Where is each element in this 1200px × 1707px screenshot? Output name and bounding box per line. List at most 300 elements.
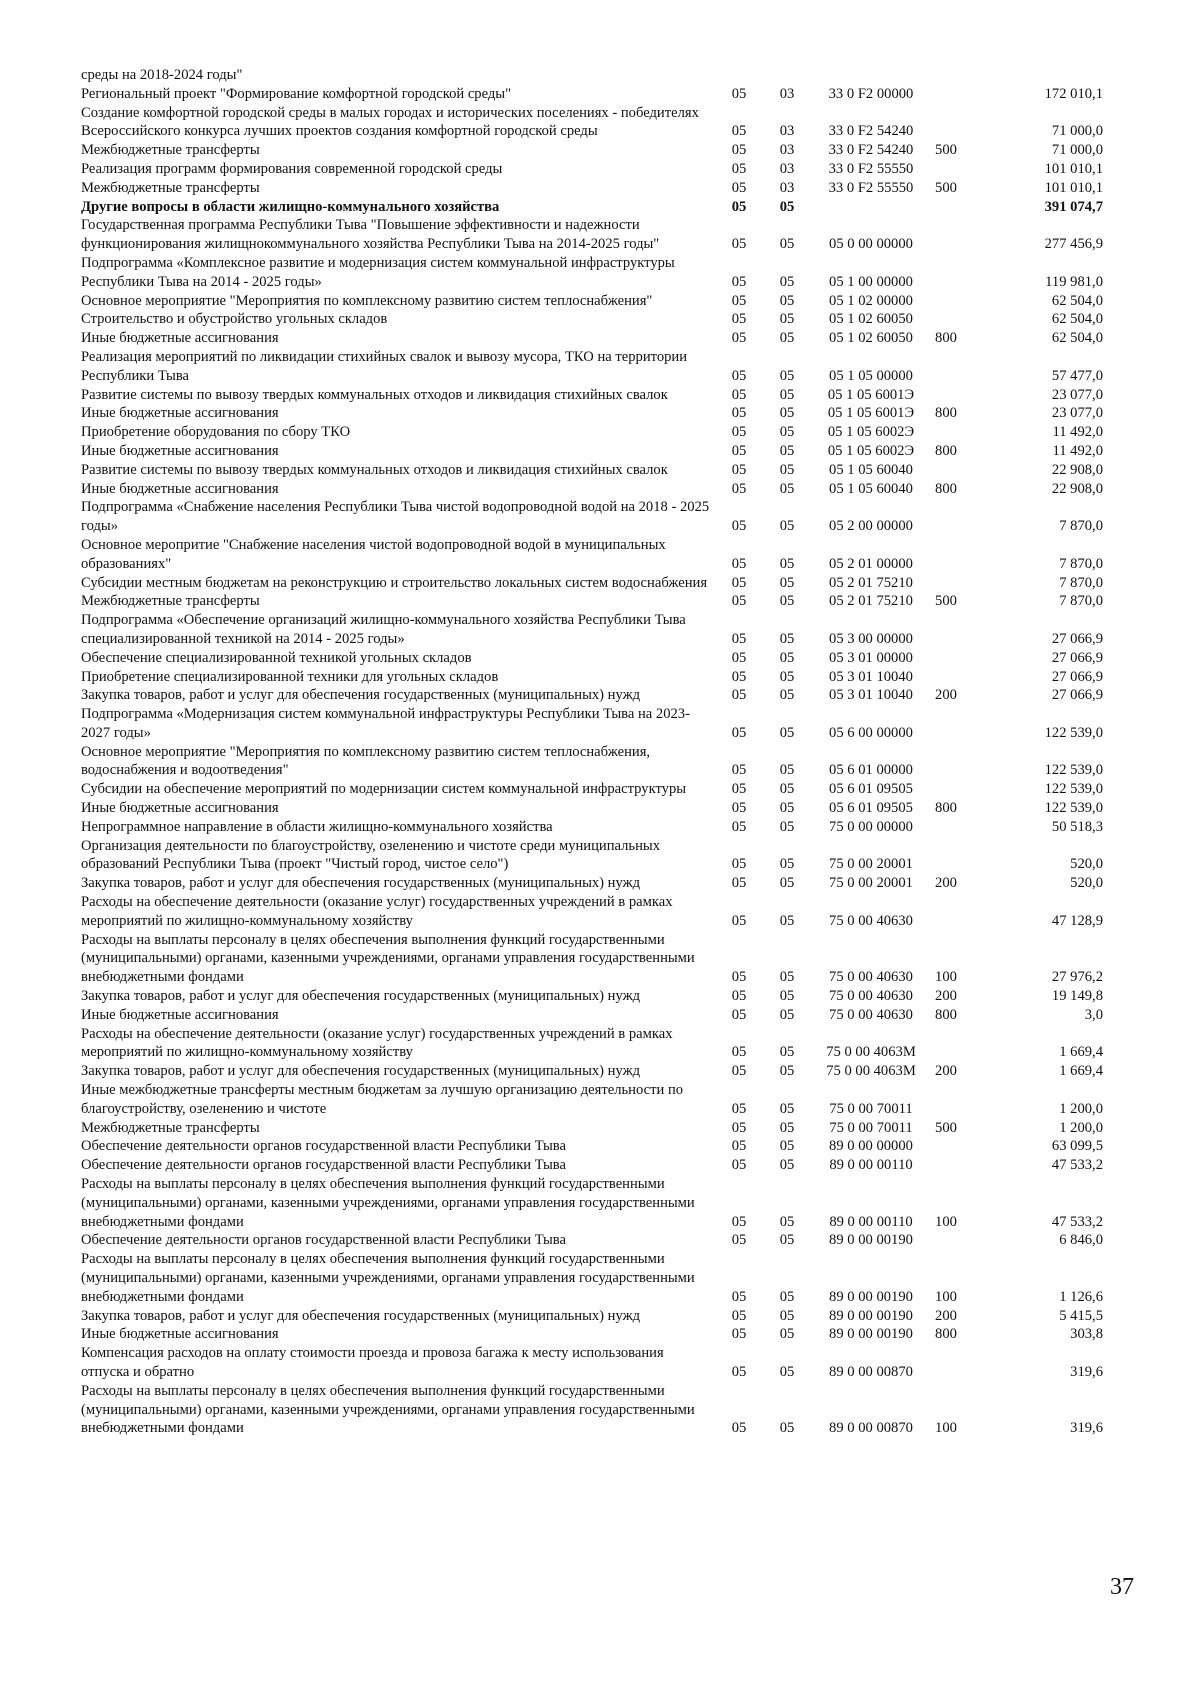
row-target-article: 33 0 F2 55550	[828, 179, 914, 196]
row-name: Основное мероприятие "Мероприятия по комплексному развитию систем теплоснабжения"	[81, 292, 653, 309]
row-target-article: 75 0 00 70011	[829, 1100, 913, 1117]
row-name: Создание комфортной городской среды в малых городах и исторических поселениях - победителях Всероссийского конкурса лучших проектов создания комфортной городской среды	[81, 104, 699, 140]
table-row	[81, 1250, 1131, 1306]
table-row	[81, 292, 1131, 311]
row-amount: 71 000,0	[1051, 142, 1103, 159]
row-expense-type: 800	[935, 442, 957, 459]
row-section: 05	[731, 367, 747, 384]
row-name: Обеспечение деятельности органов государственной власти Республики Тыва	[81, 1232, 566, 1249]
row-subsection: 05	[779, 480, 795, 497]
row-target-article: 75 0 00 40630	[829, 969, 913, 986]
row-amount: 57 477,0	[1051, 367, 1103, 384]
row-amount: 23 077,0	[1051, 386, 1103, 403]
row-section: 05	[731, 687, 747, 704]
row-target-article: 05 1 02 60050	[829, 330, 913, 347]
row-section: 05	[731, 1006, 747, 1023]
row-amount: 5 415,5	[1059, 1307, 1103, 1324]
row-subsection: 05	[779, 800, 795, 817]
row-amount: 11 492,0	[1052, 424, 1103, 441]
row-amount: 520,0	[1070, 856, 1103, 873]
row-expense-type: 100	[935, 1288, 957, 1305]
row-section: 05	[731, 1326, 747, 1343]
row-section: 05	[731, 1063, 747, 1080]
row-subsection: 05	[779, 668, 795, 685]
row-section: 05	[731, 142, 747, 159]
row-section: 05	[731, 1288, 747, 1305]
row-section: 05	[731, 461, 747, 478]
row-target-article: 05 1 05 6002Э	[827, 424, 915, 441]
table-row	[81, 404, 1131, 423]
row-target-article: 75 0 00 4063М	[826, 1044, 916, 1061]
row-target-article: 89 0 00 00870	[829, 1420, 913, 1437]
table-row	[81, 1344, 1131, 1382]
row-amount: 1 126,6	[1059, 1288, 1103, 1305]
row-target-article: 33 0 F2 00000	[828, 85, 914, 102]
row-amount: 63 099,5	[1051, 1138, 1103, 1155]
row-name: Обеспечение деятельности органов государственной власти Республики Тыва	[81, 1157, 566, 1174]
row-name: Основное мероприятие "Мероприятия по комплексному развитию систем теплоснабжения, водоснабжения и водоотведения"	[81, 743, 651, 779]
row-target-article: 89 0 00 00190	[829, 1307, 913, 1324]
table-row	[81, 686, 1131, 705]
table-row	[81, 668, 1131, 687]
row-name: Приобретение оборудования по сбору ТКО	[81, 424, 351, 441]
row-target-article: 05 1 02 00000	[829, 292, 913, 309]
table-row	[81, 1119, 1131, 1138]
table-row	[81, 1006, 1131, 1025]
row-expense-type: 100	[935, 1420, 957, 1437]
row-subsection: 05	[779, 988, 795, 1005]
row-section: 05	[731, 762, 747, 779]
row-target-article: 89 0 00 00870	[829, 1363, 913, 1380]
row-target-article: 05 6 01 00000	[829, 762, 913, 779]
row-section: 05	[731, 800, 747, 817]
row-section: 05	[731, 1213, 747, 1230]
row-section: 05	[731, 236, 747, 253]
row-subsection: 05	[779, 630, 795, 647]
row-section: 05	[731, 480, 747, 497]
row-target-article: 33 0 F2 54240	[828, 123, 914, 140]
table-row	[81, 705, 1131, 743]
table-row	[81, 1175, 1131, 1231]
table-row	[81, 893, 1131, 931]
table-row	[81, 1062, 1131, 1081]
row-section: 05	[731, 1119, 747, 1136]
row-target-article: 75 0 00 40630	[829, 988, 913, 1005]
budget-table	[81, 66, 1131, 1438]
row-section: 05	[731, 630, 747, 647]
row-target-article: 05 1 05 60040	[829, 461, 913, 478]
row-name: Закупка товаров, работ и услуг для обеспечения государственных (муниципальных) нужд	[81, 1307, 641, 1324]
row-target-article: 05 1 02 60050	[829, 311, 913, 328]
row-name: Подпрограмма «Обеспечение организаций жилищно-коммунального хозяйства Республики Тыва специализированной техникой на 2014 - 2025 годы»	[81, 612, 686, 647]
row-section: 05	[731, 912, 747, 929]
row-name: среды на 2018-2024 годы"	[81, 67, 243, 83]
row-amount: 3,0	[1084, 1006, 1103, 1023]
row-subsection: 05	[779, 1006, 795, 1023]
row-name: Иные межбюджетные трансферты местным бюджетам за лучшую организацию деятельности по благоустройству, озеленению и чистоте	[81, 1082, 684, 1117]
row-subsection: 05	[779, 1119, 795, 1136]
page-number: 37	[1110, 1574, 1134, 1600]
row-amount: 122 539,0	[1044, 724, 1103, 741]
row-name: Закупка товаров, работ и услуг для обеспечения государственных (муниципальных) нужд	[81, 988, 641, 1005]
row-expense-type: 800	[935, 330, 957, 347]
table-row	[81, 649, 1131, 668]
row-target-article: 05 2 00 00000	[829, 518, 913, 535]
row-subsection: 05	[779, 311, 795, 328]
row-name: Государственная программа Республики Тыва "Повышение эффективности и надежности функционирования жилищнокоммунального хозяйства Республики Тыва на 2014-2025 годы"	[81, 217, 660, 253]
table-row	[81, 160, 1131, 179]
row-section: 05	[731, 1363, 747, 1380]
table-row	[81, 442, 1131, 461]
table-row	[81, 1137, 1131, 1156]
table-row	[81, 348, 1131, 386]
row-amount: 1 200,0	[1059, 1100, 1103, 1117]
row-target-article: 05 6 01 09505	[829, 800, 913, 817]
table-row	[81, 329, 1131, 348]
row-expense-type: 800	[935, 405, 957, 422]
row-name: Иные бюджетные ассигнования	[81, 405, 279, 422]
row-amount: 19 149,8	[1051, 988, 1103, 1005]
row-subsection: 05	[779, 1420, 795, 1437]
row-subsection: 05	[779, 442, 795, 459]
row-amount: 23 077,0	[1051, 405, 1103, 422]
row-target-article: 05 3 01 10040	[829, 668, 913, 685]
row-subsection: 05	[779, 198, 795, 215]
row-name: Региональный проект "Формирование комфортной городской среды"	[81, 85, 512, 102]
row-name: Подпрограмма «Снабжение населения Республики Тыва чистой водопроводной водой на 2018 - 2025 годы»	[81, 499, 710, 535]
table-row	[81, 216, 1131, 254]
row-target-article: 05 6 00 00000	[829, 724, 913, 741]
row-name: Подпрограмма «Комплексное развитие и модернизация систем коммунальной инфраструктуры Республики Тыва на 2014 - 2025 годы»	[81, 254, 675, 290]
row-target-article: 05 0 00 00000	[829, 236, 913, 253]
row-section: 05	[731, 1100, 747, 1117]
row-target-article: 33 0 F2 54240	[828, 142, 914, 159]
row-subsection: 03	[779, 142, 795, 159]
row-name: Развитие системы по вывозу твердых коммунальных отходов и ликвидация стихийных свалок	[81, 386, 668, 403]
row-section: 05	[731, 1157, 747, 1174]
row-amount: 27 976,2	[1051, 969, 1103, 986]
row-name: Закупка товаров, работ и услуг для обеспечения государственных (муниципальных) нужд	[81, 1063, 641, 1080]
table-row	[81, 574, 1131, 593]
row-target-article: 75 0 00 00000	[829, 818, 913, 835]
row-name: Приобретение специализированной техники для угольных складов	[81, 668, 499, 685]
row-amount: 62 504,0	[1051, 311, 1103, 328]
row-section: 05	[731, 405, 747, 422]
row-target-article: 89 0 00 00110	[829, 1157, 913, 1174]
row-subsection: 05	[779, 649, 795, 666]
row-section: 05	[731, 85, 747, 102]
row-name: Развитие системы по вывозу твердых коммунальных отходов и ликвидация стихийных свалок	[81, 461, 668, 478]
row-section: 05	[731, 160, 747, 177]
row-amount: 47 533,2	[1051, 1157, 1103, 1174]
row-amount: 11 492,0	[1052, 442, 1103, 459]
row-name: Реализация программ формирования современной городской среды	[81, 160, 503, 177]
row-subsection: 05	[779, 1288, 795, 1305]
row-expense-type: 200	[935, 687, 957, 704]
row-subsection: 05	[779, 1044, 795, 1061]
row-section: 05	[731, 273, 747, 290]
row-name: Закупка товаров, работ и услуг для обеспечения государственных (муниципальных) нужд	[81, 687, 641, 704]
row-expense-type: 500	[935, 593, 957, 610]
row-subsection: 03	[779, 123, 795, 140]
row-name: Организация деятельности по благоустройству, озеленению и чистоте среди муниципальных образований Республики Тыва (проект "Чистый город, чистое село")	[81, 837, 661, 873]
row-subsection: 03	[779, 85, 795, 102]
row-name: Межбюджетные трансферты	[81, 179, 260, 196]
row-subsection: 03	[779, 160, 795, 177]
row-name: Иные бюджетные ассигнования	[81, 1326, 279, 1343]
row-section: 05	[731, 969, 747, 986]
table-row	[81, 780, 1131, 799]
row-subsection: 05	[779, 461, 795, 478]
table-row	[81, 310, 1131, 329]
row-amount: 62 504,0	[1051, 330, 1103, 347]
table-row	[81, 1307, 1131, 1326]
row-name: Подпрограмма «Модернизация систем коммунальной инфраструктуры Республики Тыва на 2023-2027 годы»	[81, 706, 690, 741]
row-section: 05	[731, 988, 747, 1005]
row-subsection: 05	[779, 330, 795, 347]
row-name: Закупка товаров, работ и услуг для обеспечения государственных (муниципальных) нужд	[81, 875, 641, 892]
row-target-article: 05 1 05 6002Э	[827, 442, 915, 459]
row-name: Межбюджетные трансферты	[81, 142, 260, 159]
row-subsection: 05	[779, 762, 795, 779]
table-row	[81, 931, 1131, 987]
row-section: 05	[731, 311, 747, 328]
row-subsection: 05	[779, 518, 795, 535]
row-amount: 122 539,0	[1044, 762, 1103, 779]
row-subsection: 05	[779, 781, 795, 798]
row-amount: 6 846,0	[1059, 1232, 1103, 1249]
row-name: Субсидии на обеспечение мероприятий по модернизации систем коммунальной инфраструктуры	[81, 781, 687, 798]
row-amount: 101 010,1	[1044, 179, 1103, 196]
row-section: 05	[731, 668, 747, 685]
row-name: Реализация мероприятий по ликвидации стихийных свалок и вывозу мусора, ТКО на территории Республики Тыва	[81, 348, 688, 384]
row-subsection: 05	[779, 1063, 795, 1080]
table-row	[81, 498, 1131, 536]
row-subsection: 05	[779, 1213, 795, 1230]
table-row	[81, 198, 1131, 217]
row-expense-type: 500	[935, 1119, 957, 1136]
table-row	[81, 837, 1131, 875]
row-subsection: 05	[779, 687, 795, 704]
row-amount: 1 669,4	[1059, 1063, 1103, 1080]
row-name: Субсидии местным бюджетам на реконструкцию и строительство локальных систем водоснабжения	[81, 574, 708, 591]
row-name: Иные бюджетные ассигнования	[81, 1006, 279, 1023]
row-amount: 22 908,0	[1051, 480, 1103, 497]
row-amount: 7 870,0	[1059, 555, 1103, 572]
row-amount: 47 533,2	[1051, 1213, 1103, 1230]
row-target-article: 05 1 05 6001Э	[827, 386, 915, 403]
row-subsection: 05	[779, 405, 795, 422]
row-section: 05	[731, 1044, 747, 1061]
row-amount: 319,6	[1070, 1363, 1103, 1380]
row-section: 05	[731, 198, 747, 215]
row-expense-type: 200	[935, 988, 957, 1005]
row-subsection: 05	[779, 912, 795, 929]
row-section: 05	[731, 442, 747, 459]
row-amount: 50 518,3	[1051, 818, 1103, 835]
table-row	[81, 423, 1131, 442]
row-amount: 27 066,9	[1051, 668, 1103, 685]
row-expense-type: 200	[935, 1063, 957, 1080]
row-section: 05	[731, 555, 747, 572]
row-target-article: 05 2 01 00000	[829, 555, 913, 572]
row-section: 05	[731, 292, 747, 309]
row-section: 05	[731, 386, 747, 403]
row-section: 05	[731, 123, 747, 140]
row-subsection: 05	[779, 424, 795, 441]
row-target-article: 89 0 00 00190	[829, 1326, 913, 1343]
table-row	[81, 987, 1131, 1006]
row-expense-type: 100	[935, 969, 957, 986]
table-row	[81, 611, 1131, 649]
table-row	[81, 818, 1131, 837]
row-section: 05	[731, 1420, 747, 1437]
table-row	[81, 799, 1131, 818]
row-name: Иные бюджетные ассигнования	[81, 480, 279, 497]
row-amount: 172 010,1	[1044, 85, 1103, 102]
row-name: Обеспечение специализированной техникой угольных складов	[81, 649, 472, 666]
row-subsection: 05	[779, 1157, 795, 1174]
row-subsection: 05	[779, 856, 795, 873]
table-row	[81, 386, 1131, 405]
row-target-article: 33 0 F2 55550	[828, 160, 914, 177]
table-row	[81, 254, 1131, 292]
row-amount: 277 456,9	[1044, 236, 1103, 253]
row-name: Иные бюджетные ассигнования	[81, 330, 279, 347]
table-row	[81, 480, 1131, 499]
row-name: Основное меропритие "Снабжение населения чистой водопроводной водой в муниципальных образованиях"	[81, 536, 666, 572]
row-amount: 1 669,4	[1059, 1044, 1103, 1061]
row-amount: 7 870,0	[1059, 518, 1103, 535]
row-target-article: 05 3 00 00000	[829, 630, 913, 647]
row-name: Расходы на обеспечение деятельности (оказание услуг) государственных учреждений в рамках мероприятий по жилищно-коммунальному хозяйству	[81, 1025, 673, 1061]
row-target-article: 05 1 05 60040	[829, 480, 913, 497]
row-expense-type: 800	[935, 1326, 957, 1343]
row-subsection: 05	[779, 1100, 795, 1117]
row-section: 05	[731, 330, 747, 347]
row-section: 05	[731, 875, 747, 892]
row-target-article: 75 0 00 20001	[829, 856, 913, 873]
row-amount: 47 128,9	[1051, 912, 1103, 929]
row-subsection: 03	[779, 179, 795, 196]
row-amount: 62 504,0	[1051, 292, 1103, 309]
row-name: Межбюджетные трансферты	[81, 593, 260, 610]
table-row	[81, 1231, 1131, 1250]
row-amount: 101 010,1	[1044, 160, 1103, 177]
row-amount: 27 066,9	[1051, 649, 1103, 666]
table-row	[81, 1025, 1131, 1063]
row-subsection: 05	[779, 1363, 795, 1380]
table-row	[81, 104, 1131, 142]
row-amount: 391 074,7	[1044, 198, 1103, 215]
row-amount: 1 200,0	[1059, 1119, 1103, 1136]
row-expense-type: 200	[935, 1307, 957, 1324]
row-subsection: 05	[779, 1326, 795, 1343]
row-section: 05	[731, 724, 747, 741]
row-section: 05	[731, 1138, 747, 1155]
row-section: 05	[731, 518, 747, 535]
row-amount: 7 870,0	[1059, 593, 1103, 610]
row-target-article: 05 1 05 6001Э	[827, 405, 915, 422]
row-subsection: 05	[779, 1232, 795, 1249]
row-target-article: 05 2 01 75210	[829, 574, 913, 591]
row-section: 05	[731, 1232, 747, 1249]
row-subsection: 05	[779, 724, 795, 741]
row-amount: 122 539,0	[1044, 781, 1103, 798]
row-subsection: 05	[779, 292, 795, 309]
row-name: Непрограммное направление в области жилищно-коммунального хозяйства	[81, 818, 553, 835]
row-name: Другие вопросы в области жилищно-коммунального хозяйства	[81, 198, 500, 215]
row-name: Строительство и обустройство угольных складов	[81, 311, 388, 328]
row-expense-type: 200	[935, 875, 957, 892]
row-expense-type: 500	[935, 179, 957, 196]
table-row	[81, 1156, 1131, 1175]
row-target-article: 75 0 00 20001	[829, 875, 913, 892]
row-expense-type: 800	[935, 800, 957, 817]
row-amount: 7 870,0	[1059, 574, 1103, 591]
row-name: Расходы на выплаты персоналу в целях обеспечения выполнения функций государственными (муниципальными) органами, казенными учреждениями, органами управления государственными внебюджетными фондами	[81, 1176, 695, 1230]
row-name: Расходы на выплаты персоналу в целях обеспечения выполнения функций государственными (муниципальными) органами, казенными учреждениями, органами управления государственными внебюджетными фондами	[81, 1251, 695, 1305]
row-name: Расходы на обеспечение деятельности (оказание услуг) государственных учреждений в рамках мероприятий по жилищно-коммунальному хозяйству	[81, 894, 673, 929]
row-expense-type: 800	[935, 480, 957, 497]
row-subsection: 05	[779, 273, 795, 290]
row-subsection: 05	[779, 1138, 795, 1155]
row-expense-type: 500	[935, 142, 957, 159]
row-name: Компенсация расходов на оплату стоимости проезда и провоза багажа к месту использования отпуска и обратно	[81, 1345, 664, 1380]
table-row	[81, 141, 1131, 160]
row-section: 05	[731, 1307, 747, 1324]
row-target-article: 89 0 00 00000	[829, 1138, 913, 1155]
table-row	[81, 85, 1131, 104]
row-amount: 119 981,0	[1045, 273, 1103, 290]
table-row	[81, 461, 1131, 480]
row-target-article: 75 0 00 4063М	[826, 1063, 916, 1080]
row-amount: 520,0	[1070, 875, 1103, 892]
row-subsection: 05	[779, 593, 795, 610]
row-target-article: 75 0 00 70011	[829, 1119, 913, 1136]
row-amount: 303,8	[1070, 1326, 1103, 1343]
row-section: 05	[731, 179, 747, 196]
row-subsection: 05	[779, 367, 795, 384]
row-section: 05	[731, 818, 747, 835]
row-subsection: 05	[779, 574, 795, 591]
row-amount: 27 066,9	[1051, 687, 1103, 704]
row-name: Межбюджетные трансферты	[81, 1119, 260, 1136]
row-target-article: 89 0 00 00190	[829, 1288, 913, 1305]
row-section: 05	[731, 649, 747, 666]
row-expense-type: 800	[935, 1006, 957, 1023]
row-subsection: 05	[779, 236, 795, 253]
table-row	[81, 179, 1131, 198]
row-amount: 22 908,0	[1051, 461, 1103, 478]
row-subsection: 05	[779, 818, 795, 835]
row-subsection: 05	[779, 386, 795, 403]
row-target-article: 89 0 00 00190	[829, 1232, 913, 1249]
row-amount: 71 000,0	[1051, 123, 1103, 140]
table-row	[81, 1325, 1131, 1344]
row-target-article: 05 1 00 00000	[829, 273, 913, 290]
row-name: Иные бюджетные ассигнования	[81, 800, 279, 817]
row-subsection: 05	[779, 875, 795, 892]
row-name: Обеспечение деятельности органов государственной власти Республики Тыва	[81, 1138, 566, 1155]
row-target-article: 05 2 01 75210	[829, 593, 913, 610]
row-target-article: 75 0 00 40630	[829, 1006, 913, 1023]
table-row	[81, 592, 1131, 611]
row-subsection: 05	[779, 1307, 795, 1324]
row-amount: 319,6	[1070, 1420, 1103, 1437]
row-target-article: 05 3 01 00000	[829, 649, 913, 666]
row-section: 05	[731, 593, 747, 610]
